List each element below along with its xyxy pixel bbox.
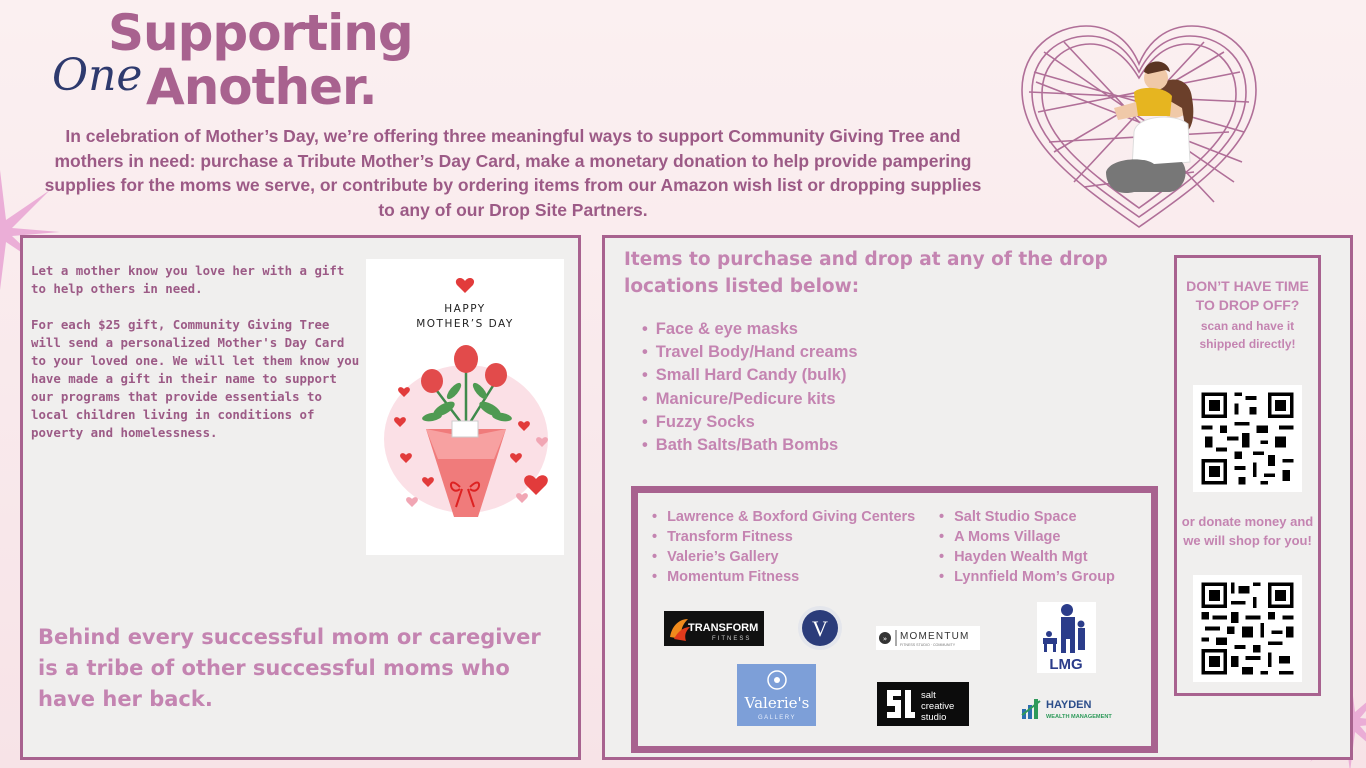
- card-greeting-happy: HAPPY: [444, 303, 486, 315]
- drop-site-item: • A Moms Village: [939, 527, 1115, 547]
- drop-site-item: • Transform Fitness: [652, 527, 915, 547]
- list-item: • Small Hard Candy (bulk): [642, 364, 858, 387]
- lmg-logo-text: LMG: [1049, 656, 1083, 673]
- items-heading: Items to purchase and drop at any of the drop locations listed below:: [624, 249, 1108, 297]
- list-item: • Bath Salts/Bath Bombs: [642, 434, 858, 457]
- card-greeting: [366, 302, 564, 332]
- momentum-logo-text: MOMENTUM: [900, 631, 970, 642]
- drop-site-item: • Lynnfield Mom’s Group: [939, 567, 1115, 587]
- drop-sites-list-2: [939, 507, 1115, 587]
- hayden-logo-sub: WEALTH MANAGEMENT: [1046, 714, 1112, 720]
- momentum-fitness-logo: [876, 626, 980, 650]
- valeries-logo-text: Valerie's: [744, 694, 810, 712]
- drop-site-item: • Momentum Fitness: [652, 567, 915, 587]
- drop-site-item: • Valerie’s Gallery: [652, 547, 915, 567]
- title-one-script: One: [52, 50, 143, 101]
- salt-logo-line2: creative: [921, 701, 955, 712]
- lmg-logo: [1037, 602, 1096, 673]
- drop-site-item: • Lawrence & Boxford Giving Centers: [652, 507, 915, 527]
- momentum-logo-sub: FITNESS STUDIO · COMMUNITY: [900, 643, 956, 647]
- tribe-quote: Behind every successful mom or caregiver is a tribe of other successful moms who have her back.: [38, 625, 541, 711]
- no-time-heading: DON’T HAVE TIME TO DROP OFF?: [1186, 278, 1309, 313]
- tribute-card-details: For each $25 gift, Community Giving Tree will send a personalized Mother's Day Card to your loved one. We will let them know you have made a gift in their name to support our programs that provide essentials to local children living in conditions of poverty and homelessness.: [31, 317, 360, 440]
- transform-logo-sub: FITNESS: [712, 636, 752, 642]
- valeries-gallery-logo: [737, 664, 816, 726]
- list-item: • Travel Body/Hand creams: [642, 341, 858, 364]
- card-greeting-mothers-day: MOTHER’S DAY: [416, 318, 514, 330]
- hayden-wealth-logo: [1020, 693, 1124, 723]
- drop-site-item: • Salt Studio Space: [939, 507, 1115, 527]
- salt-logo-line3: studio: [921, 712, 947, 723]
- wishlist-qr-code[interactable]: [1193, 385, 1302, 492]
- transform-logo-text: TRANSFORM: [688, 622, 759, 634]
- list-item: • Face & eye masks: [642, 318, 858, 341]
- list-item: • Manicure/Pedicure kits: [642, 388, 858, 411]
- intro-paragraph: In celebration of Mother’s Day, we’re offering three meaningful ways to support Community Giving Tree and mothers in need: purchase a Tribute Mother’s Day Card, make a monetary donation to help provide pampering supplies for the moms we serve, or contribute by ordering items from our Amazon wish list or dropping supplies to any of our Drop Site Partners.: [44, 126, 982, 220]
- scan-subtext: scan and have it shipped directly!: [1199, 319, 1296, 351]
- tribute-card-intro: Let a mother know you love her with a gift to help others in need.: [31, 263, 345, 296]
- valeries-logo-sub: GALLERY: [757, 715, 797, 721]
- title-supporting: Supporting: [108, 4, 413, 62]
- heart-mother-child-illustration: [1014, 12, 1264, 234]
- list-item: • Fuzzy Socks: [642, 411, 858, 434]
- donate-qr-code[interactable]: [1193, 575, 1302, 682]
- tribute-card-description: [31, 262, 361, 460]
- drop-sites-list-1: [652, 507, 915, 587]
- transform-fitness-logo: [664, 611, 764, 646]
- items-list: [642, 318, 858, 457]
- svg-text:»: »: [882, 635, 888, 643]
- salt-creative-studio-logo: [877, 682, 969, 726]
- title-another: Another.: [146, 58, 377, 116]
- hayden-logo-text: HAYDEN: [1046, 699, 1092, 711]
- v-logo-text: V: [812, 616, 828, 641]
- drop-site-item: • Hayden Wealth Mgt: [939, 547, 1115, 567]
- donate-text: or donate money and we will shop for you!: [1181, 514, 1314, 548]
- v-logo: [790, 603, 848, 653]
- salt-logo-line1: salt: [921, 690, 936, 701]
